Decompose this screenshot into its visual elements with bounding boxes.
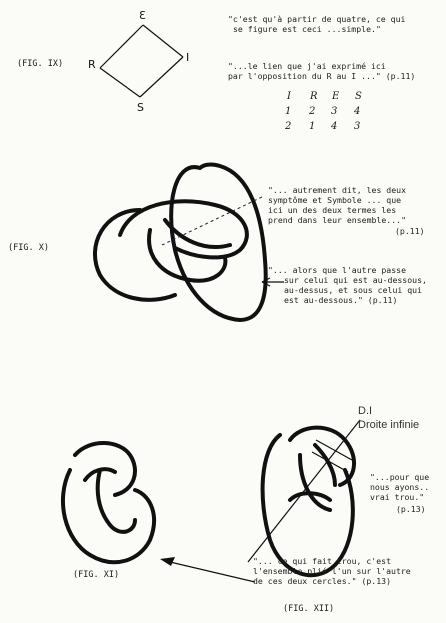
table-header-s: S	[355, 91, 362, 102]
table-row2-cell: 2	[285, 121, 292, 132]
fig12-annotation-droite: Droite infinie	[358, 419, 420, 431]
table-row1-cell: 4	[354, 106, 361, 117]
table-header-e: E	[332, 91, 340, 102]
fig9-quote1-line2: se figure est ceci ...simple."	[233, 24, 381, 34]
fig10-quote2-line3: au-dessus, et sous celui qui	[284, 285, 423, 295]
fig10-quote1-line3: ici un des deux termes les	[268, 205, 397, 215]
fig9-quote2-line2: par l'opposition du R au I ..." (p.11)	[228, 71, 416, 81]
fig10-label: (FIG. X)	[8, 243, 49, 253]
fig12-label: (FIG. XII)	[283, 604, 335, 614]
fig10-quote2-line1: "... alors que l'autre passe	[268, 265, 407, 275]
fig9-letter-bottom: S	[137, 101, 144, 114]
fig10-quote2-line4: est au-dessous." (p.11)	[284, 295, 398, 305]
table-row1-cell: 2	[309, 106, 316, 117]
table-row2-cell: 1	[309, 121, 316, 132]
fig10-quote1-line2: symptôme et Symbole ... que	[268, 195, 402, 205]
fig9-letter-top: Ɛ	[139, 9, 146, 22]
fig12-knot	[248, 420, 360, 575]
fig10-quote2-line2: sur celui qui est au-dessous,	[284, 275, 427, 285]
table-header-r: R	[310, 91, 318, 102]
fig9-quote1-line1: "c'est qu'à partir de quatre, ce qui	[228, 14, 406, 24]
fig12-annotation-di: D.I	[358, 405, 373, 417]
fig12-quote-line1: "...pour que	[370, 472, 430, 482]
table-header-i: I	[287, 91, 291, 102]
fig9-label: (FIG. IX)	[17, 59, 64, 69]
fig10-quote1-page: (p.11)	[395, 226, 425, 236]
table-row1-cell: 1	[285, 106, 292, 117]
table-row1-cell: 3	[331, 106, 338, 117]
fig12-quote-page: (p.13)	[396, 504, 426, 514]
fig9-diamond	[100, 25, 183, 97]
arrow-to-fig11	[160, 557, 255, 582]
table-row2-cell: 3	[354, 121, 361, 132]
table-row2-cell: 4	[331, 121, 338, 132]
fig9-letter-right: I	[186, 51, 190, 64]
fig9-quote2-line1: "...le lien que j'ai exprimé ici	[228, 61, 386, 71]
fig12-quote-line2: nous ayons..	[370, 482, 430, 492]
fig11-knot	[63, 443, 154, 562]
fig10-quote1-line4: prend dans leur ensemble..."	[268, 215, 407, 225]
fig11-quote-line3: de ces deux cercles." (p.13)	[253, 576, 392, 586]
fig12-quote-line3: vrai trou."	[370, 492, 425, 502]
fig11-label: (FIG. XI)	[73, 570, 120, 580]
fig10-quote1-line1: "... autrement dit, les deux	[268, 185, 407, 195]
fig11-quote-line1: "... ce qui fait trou, c'est	[253, 556, 392, 566]
fig11-quote-line2: l'ensemble plié l'un sur l'autre	[253, 566, 411, 576]
fig9-letter-left: R	[88, 58, 96, 71]
fig10-knot	[95, 165, 284, 320]
